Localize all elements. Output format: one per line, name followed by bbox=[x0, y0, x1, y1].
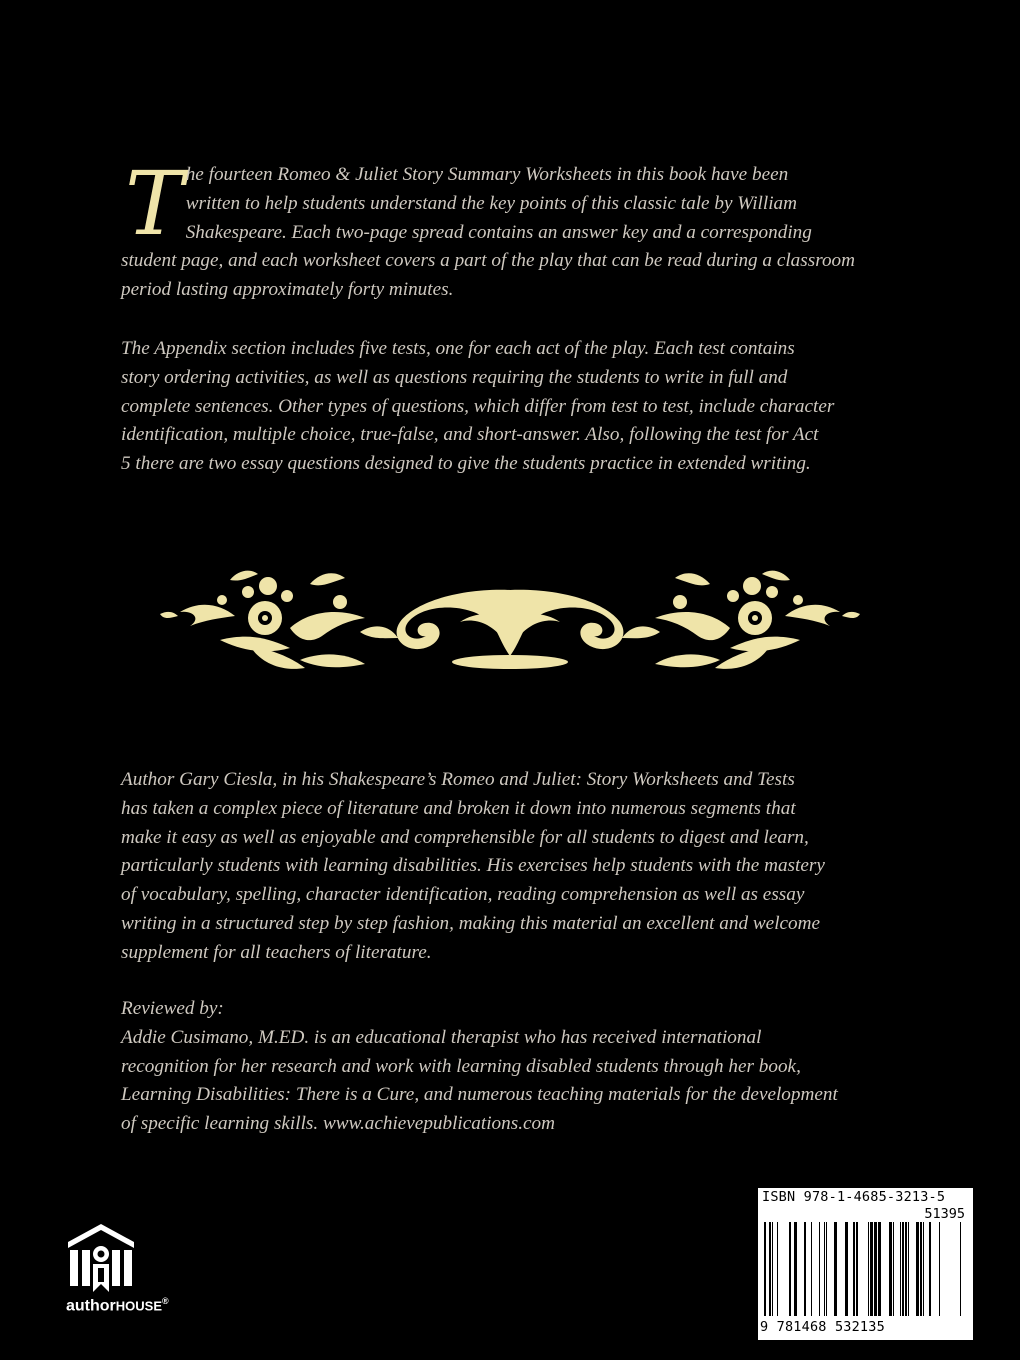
text-line: supplement for all teachers of literature. bbox=[121, 941, 432, 963]
barcode-bar bbox=[826, 1222, 827, 1316]
barcode-bar bbox=[804, 1222, 806, 1316]
text-line: Addie Cusimano, M.ED. is an educational therapist who has received international bbox=[121, 1026, 762, 1048]
description-paragraph-1 bbox=[121, 152, 900, 305]
text-line: student page, and each worksheet covers a part of the play that can be read during a classroom bbox=[121, 250, 855, 272]
description-paragraph-2 bbox=[121, 335, 900, 479]
barcode-bar bbox=[794, 1222, 797, 1316]
price-code: 51395 bbox=[924, 1206, 965, 1222]
barcode-bar bbox=[777, 1222, 778, 1316]
publisher-wordmark bbox=[66, 1296, 169, 1315]
text-line: The Appendix section includes five tests, one for each act of the play. Each test contains bbox=[121, 338, 795, 359]
barcode-bar bbox=[764, 1222, 766, 1316]
barcode-bar bbox=[853, 1222, 855, 1316]
text-line: he fourteen Romeo & Juliet Story Summary Worksheets in this book have been bbox=[185, 164, 789, 185]
barcode-bar bbox=[824, 1222, 825, 1316]
text-line: complete sentences. Other types of questions, which differ from test to test, include character bbox=[121, 395, 835, 417]
text-line: of vocabulary, spelling, character identification, reading comprehension as well as essay bbox=[121, 884, 805, 906]
text-line: has taken a complex piece of literature and broken it down into numerous segments that bbox=[121, 797, 796, 819]
floral-ornament-divider bbox=[160, 560, 860, 690]
barcode-bar bbox=[819, 1222, 820, 1316]
isbn-label: ISBN 978-1-4685-3213-5 bbox=[762, 1189, 946, 1205]
barcode-bar bbox=[929, 1222, 931, 1316]
barcode-bar bbox=[920, 1222, 922, 1316]
text-line: make it easy as well as enjoyable and comprehensible for all students to digest and learn, bbox=[121, 826, 809, 848]
barcode-bar bbox=[811, 1222, 812, 1316]
review-paragraph bbox=[121, 766, 900, 968]
barcode-bar bbox=[856, 1222, 858, 1316]
barcode-bar bbox=[769, 1222, 771, 1316]
barcode-bar bbox=[893, 1222, 894, 1316]
reviewer-paragraph bbox=[121, 995, 900, 1139]
authorhouse-logo-icon bbox=[66, 1222, 136, 1294]
barcode-bar bbox=[789, 1222, 791, 1316]
text-line: particularly students with learning disabilities. His exercises help students with the mastery bbox=[121, 855, 825, 877]
barcode-bar bbox=[960, 1222, 961, 1316]
text-line: period lasting approximately forty minutes. bbox=[121, 279, 454, 301]
registered-mark: ® bbox=[162, 1296, 169, 1306]
text-line: Learning Disabilities: There is a Cure, and numerous teaching materials for the development bbox=[121, 1084, 838, 1106]
text-line: written to help students understand the key points of this classic tale by William bbox=[185, 192, 797, 214]
barcode-bar bbox=[889, 1222, 892, 1316]
text-line: identification, multiple choice, true-false, and short-answer. Also, following the test for Act bbox=[121, 424, 819, 446]
barcode-bar bbox=[878, 1222, 881, 1316]
reviewed-by-label: Reviewed by: bbox=[121, 998, 224, 1019]
barcode-bar bbox=[772, 1222, 773, 1316]
text-line: Author Gary Ciesla, in his Shakespeare’s Romeo and Juliet: Story Worksheets and Tests bbox=[121, 769, 795, 790]
barcode-bar bbox=[845, 1222, 848, 1316]
isbn-barcode bbox=[758, 1188, 973, 1340]
text-line: Shakespeare. Each two-page spread contains an answer key and a corresponding bbox=[185, 221, 812, 243]
publisher-name-part1: author bbox=[66, 1297, 116, 1315]
barcode-bar bbox=[870, 1222, 873, 1316]
barcode-bar bbox=[908, 1222, 909, 1316]
publisher-name-part2: HOUSE bbox=[115, 1298, 163, 1314]
barcode-digits: 9 781468 532135 bbox=[760, 1319, 885, 1335]
barcode-bar bbox=[902, 1222, 904, 1316]
barcode-bar bbox=[834, 1222, 837, 1316]
barcode-bar bbox=[900, 1222, 901, 1316]
barcode-bar bbox=[939, 1222, 940, 1316]
barcode-bars bbox=[762, 1222, 969, 1318]
barcode-bar bbox=[868, 1222, 869, 1316]
barcode-bar bbox=[874, 1222, 877, 1316]
barcode-bar bbox=[905, 1222, 907, 1316]
barcode-bar bbox=[923, 1222, 924, 1316]
text-line: 5 there are two essay questions designed to give the students practice in extended writing. bbox=[121, 453, 811, 475]
text-line: recognition for her research and work with learning disabled students through her book, bbox=[121, 1055, 801, 1077]
drop-cap: T bbox=[125, 152, 184, 255]
text-line: story ordering activities, as well as questions requiring the students to write in full and bbox=[121, 366, 788, 388]
text-line: writing in a structured step by step fashion, making this material an excellent and welcome bbox=[121, 912, 821, 934]
text-line: of specific learning skills. www.achievepublications.com bbox=[121, 1113, 555, 1135]
barcode-bar bbox=[916, 1222, 919, 1316]
